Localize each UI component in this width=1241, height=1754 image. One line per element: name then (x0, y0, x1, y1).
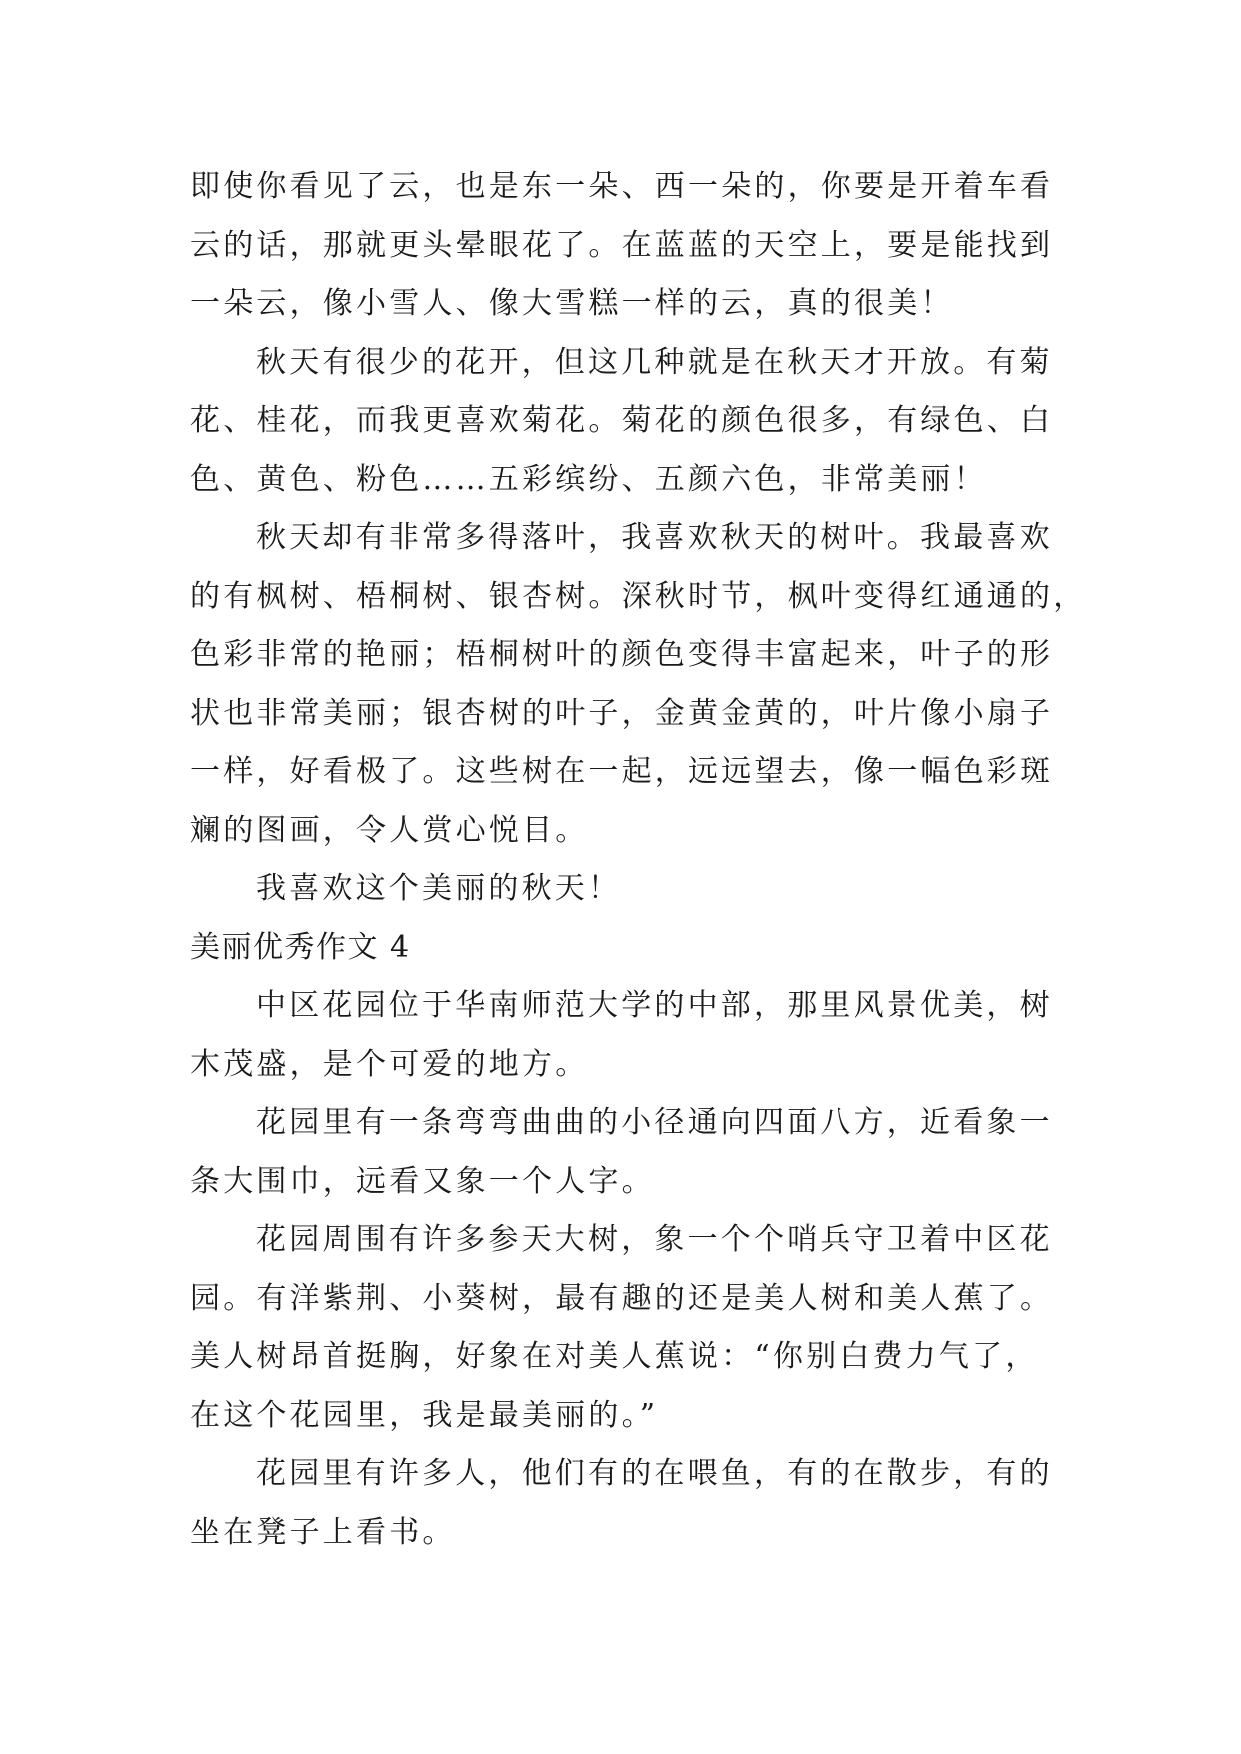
text-line: 园。有洋紫荆、小葵树，最有趣的还是美人树和美人蕉了。 (190, 1280, 1054, 1316)
paragraph-start: 秋天有很少的花开，但这几种就是在秋天才开放。有菊 (256, 344, 1053, 380)
text-line: 色、黄色、粉色……五彩缤纷、五颜六色，非常美丽！ (190, 461, 987, 497)
paragraph-start: 秋天却有非常多得落叶，我喜欢秋天的树叶。我最喜欢 (256, 520, 1053, 555)
paragraph-start: 花园里有一条弯弯曲曲的小径通向四面八方，近看象一 (256, 1105, 1053, 1140)
text-line: 在这个花园里，我是最美丽的。” (190, 1397, 659, 1433)
document-page (190, 158, 1087, 1562)
paragraph-start: 我喜欢这个美丽的秋天！ (256, 871, 622, 906)
text-line: 条大围巾，远看又象一个人字。 (190, 1163, 655, 1199)
paragraph-start: 花园里有许多人，他们有的在喂鱼，有的在散步，有的 (256, 1456, 1053, 1491)
paragraph-start: 花园周围有许多参天大树，象一个个哨兵守卫着中区花 (256, 1222, 1053, 1257)
text-line: 即使你看见了云，也是东一朵、西一朵的，你要是开着车看 (190, 169, 1054, 204)
text-line: 木茂盛，是个可爱的地方。 (190, 1046, 589, 1082)
text-line: 一朵云，像小雪人、像大雪糕一样的云，真的很美！ (190, 286, 954, 321)
paragraph-start: 中区花园位于华南师范大学的中部，那里风景优美，树 (256, 988, 1053, 1023)
text-line: 色彩非常的艳丽；梧桐树叶的颜色变得丰富起来，叶子的形 (190, 637, 1054, 672)
text-line: 斓的图画，令人赏心悦目。 (190, 812, 589, 848)
text-line: 坐在凳子上看书。 (190, 1514, 456, 1550)
text-line: 的有枫树、梧桐树、银杏树。深秋时节，枫叶变得红通通的， (190, 578, 1087, 614)
section-heading: 美丽优秀作文 4 (190, 929, 411, 965)
text-line: 云的话，那就更头晕眼花了。在蓝蓝的天空上，要是能找到 (190, 227, 1054, 263)
text-line: 状也非常美丽；银杏树的叶子，金黄金黄的，叶片像小扇子 (190, 695, 1054, 731)
text-line: 花、桂花，而我更喜欢菊花。菊花的颜色很多，有绿色、白 (190, 403, 1054, 438)
text-line: 美人树昂首挺胸，好象在对美人蕉说：“你别白费力气了， (190, 1339, 1039, 1374)
text-line: 一样，好看极了。这些树在一起，远远望去，像一幅色彩斑 (190, 754, 1054, 789)
